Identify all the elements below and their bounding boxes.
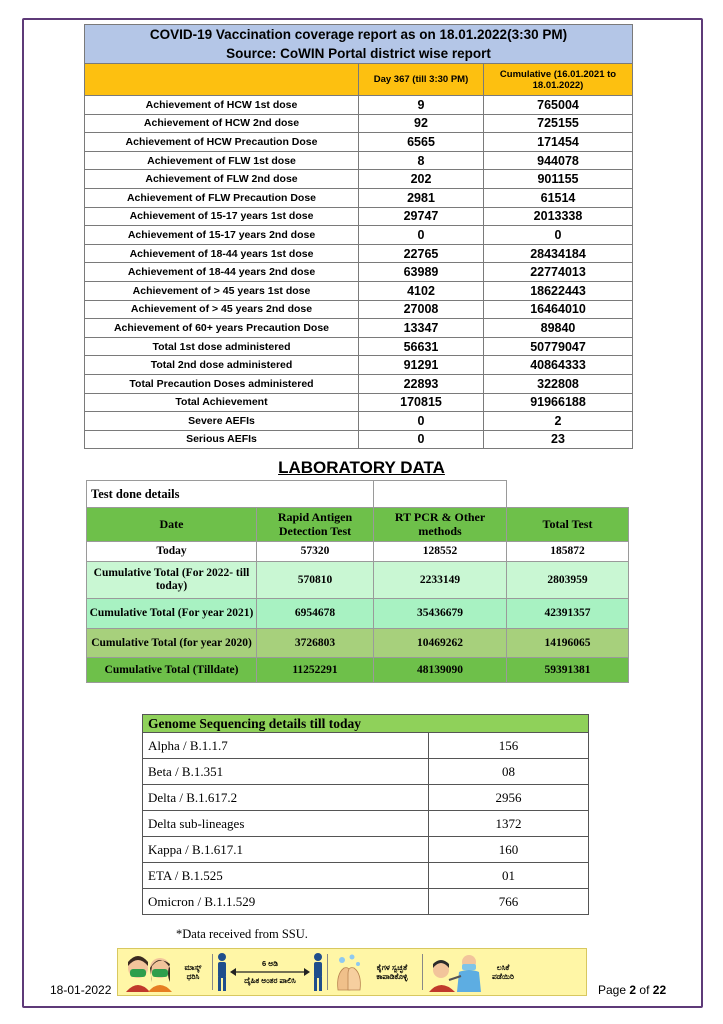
vaccination-cumulative-value: 18622443 xyxy=(484,281,633,300)
vaccination-row xyxy=(85,337,633,356)
vaccination-day-value: 6565 xyxy=(359,133,484,152)
lab-header-total: Total Test xyxy=(507,508,629,542)
page-of: of xyxy=(639,983,650,997)
vaccination-row xyxy=(85,300,633,319)
vaccination-day-value: 2981 xyxy=(359,188,484,207)
vaccination-row xyxy=(85,114,633,133)
genome-row xyxy=(143,733,589,759)
genome-row xyxy=(143,863,589,889)
vaccination-row xyxy=(85,96,633,115)
lab-row xyxy=(87,599,629,629)
vaccination-row xyxy=(85,263,633,282)
test-done-blank xyxy=(507,481,629,508)
lab-total: 2803959 xyxy=(507,562,629,599)
lab-title: LABORATORY DATA xyxy=(278,458,445,477)
distance-arrow-icon xyxy=(230,968,310,976)
hand-wash-icon xyxy=(332,952,366,992)
vaccination-icon xyxy=(427,952,485,992)
genome-variant: Delta / B.1.617.2 xyxy=(143,785,429,811)
footer-date: 18-01-2022 xyxy=(50,983,112,997)
vaccination-row xyxy=(85,133,633,152)
lab-rtpcr: 2233149 xyxy=(374,562,507,599)
genome-count: 766 xyxy=(429,889,589,915)
vaccination-day-value: 170815 xyxy=(359,393,484,412)
footer-page-number xyxy=(598,983,666,997)
genome-row xyxy=(143,759,589,785)
vaccination-cumulative-value: 89840 xyxy=(484,319,633,338)
vaccination-cumulative-value: 61514 xyxy=(484,188,633,207)
lab-total: 59391381 xyxy=(507,658,629,683)
lab-date: Cumulative Total (For 2022- till today) xyxy=(87,562,257,599)
vaccination-day-value: 22893 xyxy=(359,374,484,393)
genome-table xyxy=(142,714,589,915)
lab-row xyxy=(87,658,629,683)
vaccination-row xyxy=(85,356,633,375)
test-done-blank xyxy=(374,481,507,508)
vaccination-row-label: Total Precaution Doses administered xyxy=(85,374,359,393)
vaccination-row-label: Achievement of > 45 years 1st dose xyxy=(85,281,359,300)
vaccination-day-value: 4102 xyxy=(359,281,484,300)
vaccination-row xyxy=(85,170,633,189)
lab-rat: 570810 xyxy=(257,562,374,599)
banner-hands xyxy=(328,949,422,995)
lab-date: Today xyxy=(87,542,257,562)
vaccination-row-label: Total 2nd dose administered xyxy=(85,356,359,375)
banner-vaccine xyxy=(423,949,525,995)
vaccination-row xyxy=(85,319,633,338)
vaccination-cumulative-value: 0 xyxy=(484,226,633,245)
lab-total: 42391357 xyxy=(507,599,629,629)
vaccination-row-label: Achievement of 15-17 years 2nd dose xyxy=(85,226,359,245)
vaccination-row xyxy=(85,151,633,170)
vaccination-cumulative-value: 944078 xyxy=(484,151,633,170)
lab-rat: 57320 xyxy=(257,542,374,562)
vaccination-row-label: Serious AEFIs xyxy=(85,430,359,449)
vaccination-row-label: Achievement of 18-44 years 2nd dose xyxy=(85,263,359,282)
person-icon xyxy=(311,952,325,992)
vaccination-day-value: 92 xyxy=(359,114,484,133)
distance-text: ದೈಹಿಕ ಅಂತರ ಪಾಲಿಸಿ xyxy=(244,976,296,985)
person-icon xyxy=(215,952,229,992)
vaccination-row xyxy=(85,244,633,263)
vaccination-row xyxy=(85,281,633,300)
header-cumulative: Cumulative (16.01.2021 to 18.01.2022) xyxy=(484,64,633,96)
vaccination-day-value: 91291 xyxy=(359,356,484,375)
genome-variant: Beta / B.1.351 xyxy=(143,759,429,785)
vaccination-row xyxy=(85,374,633,393)
vaccination-day-value: 13347 xyxy=(359,319,484,338)
lab-rat: 3726803 xyxy=(257,629,374,658)
vaccination-row-label: Achievement of FLW 2nd dose xyxy=(85,170,359,189)
vaccination-row xyxy=(85,412,633,431)
vaccination-day-value: 0 xyxy=(359,430,484,449)
vaccination-row-label: Achievement of FLW Precaution Dose xyxy=(85,188,359,207)
lab-rtpcr: 48139090 xyxy=(374,658,507,683)
vaccination-row-label: Achievement of HCW 1st dose xyxy=(85,96,359,115)
vaccination-day-value: 56631 xyxy=(359,337,484,356)
vaccination-day-value: 63989 xyxy=(359,263,484,282)
vaccination-row-label: Severe AEFIs xyxy=(85,412,359,431)
lab-row xyxy=(87,562,629,599)
vaccination-row-label: Achievement of 18-44 years 1st dose xyxy=(85,244,359,263)
vaccination-cumulative-value: 901155 xyxy=(484,170,633,189)
banner-mask-text: ಮಾಸ್ಕ್ ಧರಿಸಿ xyxy=(184,963,202,981)
lab-rat: 6954678 xyxy=(257,599,374,629)
vaccination-row-label: Total 1st dose administered xyxy=(85,337,359,356)
genome-variant: Omicron / B.1.1.529 xyxy=(143,889,429,915)
lab-rat: 11252291 xyxy=(257,658,374,683)
page-total: 22 xyxy=(652,983,667,997)
vaccination-row xyxy=(85,226,633,245)
vaccination-cumulative-value: 765004 xyxy=(484,96,633,115)
vaccination-row xyxy=(85,188,633,207)
test-done-label: Test done details xyxy=(87,481,374,508)
footnote: *Data received from SSU. xyxy=(176,927,308,941)
page-prefix: Page xyxy=(598,983,627,997)
vaccination-row-label: Achievement of HCW 2nd dose xyxy=(85,114,359,133)
vaccination-cumulative-value: 22774013 xyxy=(484,263,633,282)
vaccination-row-label: Achievement of 15-17 years 1st dose xyxy=(85,207,359,226)
vaccination-cumulative-value: 725155 xyxy=(484,114,633,133)
genome-count: 08 xyxy=(429,759,589,785)
vaccination-row-label: Achievement of > 45 years 2nd dose xyxy=(85,300,359,319)
page-current: 2 xyxy=(629,983,637,997)
vaccination-row-label: Total Achievement xyxy=(85,393,359,412)
lab-row xyxy=(87,629,629,658)
genome-row xyxy=(143,837,589,863)
lab-rtpcr: 10469262 xyxy=(374,629,507,658)
vaccination-title: COVID-19 Vaccination coverage report as on 18.01.2022(3:30 PM) xyxy=(85,25,633,45)
genome-count: 1372 xyxy=(429,811,589,837)
genome-row xyxy=(143,889,589,915)
distance-value: 6 ಅಡಿ xyxy=(262,959,278,968)
genome-variant: Delta sub-lineages xyxy=(143,811,429,837)
vaccination-cumulative-value: 50779047 xyxy=(484,337,633,356)
lab-header-rtpcr: RT PCR & Other methods xyxy=(374,508,507,542)
genome-row xyxy=(143,785,589,811)
vaccination-cumulative-value: 322808 xyxy=(484,374,633,393)
vaccination-cumulative-value: 171454 xyxy=(484,133,633,152)
vaccination-table xyxy=(84,24,633,449)
banner-hands-text: ಕೈಗಳ ಸ್ವಚ್ಛತೆ ಕಾಪಾಡಿಕೊಳ್ಳಿ xyxy=(376,963,408,981)
vaccination-cumulative-value: 16464010 xyxy=(484,300,633,319)
lab-header-rat: Rapid Antigen Detection Test xyxy=(257,508,374,542)
vaccination-cumulative-value: 2 xyxy=(484,412,633,431)
vaccination-day-value: 29747 xyxy=(359,207,484,226)
header-day: Day 367 (till 3:30 PM) xyxy=(359,64,484,96)
lab-date: Cumulative Total (Tilldate) xyxy=(87,658,257,683)
vaccination-day-value: 27008 xyxy=(359,300,484,319)
genome-title: Genome Sequencing details till today xyxy=(143,715,589,733)
vaccination-day-value: 22765 xyxy=(359,244,484,263)
lab-total: 185872 xyxy=(507,542,629,562)
vaccination-row xyxy=(85,430,633,449)
genome-variant: ETA / B.1.525 xyxy=(143,863,429,889)
vaccination-day-value: 8 xyxy=(359,151,484,170)
vaccination-day-value: 202 xyxy=(359,170,484,189)
vaccination-day-value: 0 xyxy=(359,226,484,245)
vaccination-row-label: Achievement of FLW 1st dose xyxy=(85,151,359,170)
vaccination-row xyxy=(85,393,633,412)
lab-date: Cumulative Total (For year 2021) xyxy=(87,599,257,629)
banner-vaccine-text: ಲಸಿಕೆ ಪಡೆಯಿರಿ xyxy=(492,963,514,981)
genome-count: 01 xyxy=(429,863,589,889)
vaccination-row-label: Achievement of HCW Precaution Dose xyxy=(85,133,359,152)
awareness-banner xyxy=(117,948,587,996)
genome-count: 160 xyxy=(429,837,589,863)
vaccination-day-value: 0 xyxy=(359,412,484,431)
lab-header-date: Date xyxy=(87,508,257,542)
vaccination-row-label: Achievement of 60+ years Precaution Dose xyxy=(85,319,359,338)
vaccination-cumulative-value: 40864333 xyxy=(484,356,633,375)
vaccination-cumulative-value: 91966188 xyxy=(484,393,633,412)
lab-date: Cumulative Total (for year 2020) xyxy=(87,629,257,658)
lab-row xyxy=(87,542,629,562)
vaccination-day-value: 9 xyxy=(359,96,484,115)
header-blank xyxy=(85,64,359,96)
genome-variant: Kappa / B.1.617.1 xyxy=(143,837,429,863)
mask-people-icon xyxy=(122,952,178,992)
lab-table xyxy=(86,480,629,683)
vaccination-cumulative-value: 28434184 xyxy=(484,244,633,263)
vaccination-cumulative-value: 2013338 xyxy=(484,207,633,226)
lab-rtpcr: 35436679 xyxy=(374,599,507,629)
genome-variant: Alpha / B.1.1.7 xyxy=(143,733,429,759)
vaccination-source: Source: CoWIN Portal district wise report xyxy=(85,45,633,64)
vaccination-row xyxy=(85,207,633,226)
genome-count: 156 xyxy=(429,733,589,759)
genome-row xyxy=(143,811,589,837)
banner-distance xyxy=(213,949,327,995)
lab-rtpcr: 128552 xyxy=(374,542,507,562)
banner-mask xyxy=(118,949,212,995)
lab-total: 14196065 xyxy=(507,629,629,658)
vaccination-cumulative-value: 23 xyxy=(484,430,633,449)
genome-count: 2956 xyxy=(429,785,589,811)
